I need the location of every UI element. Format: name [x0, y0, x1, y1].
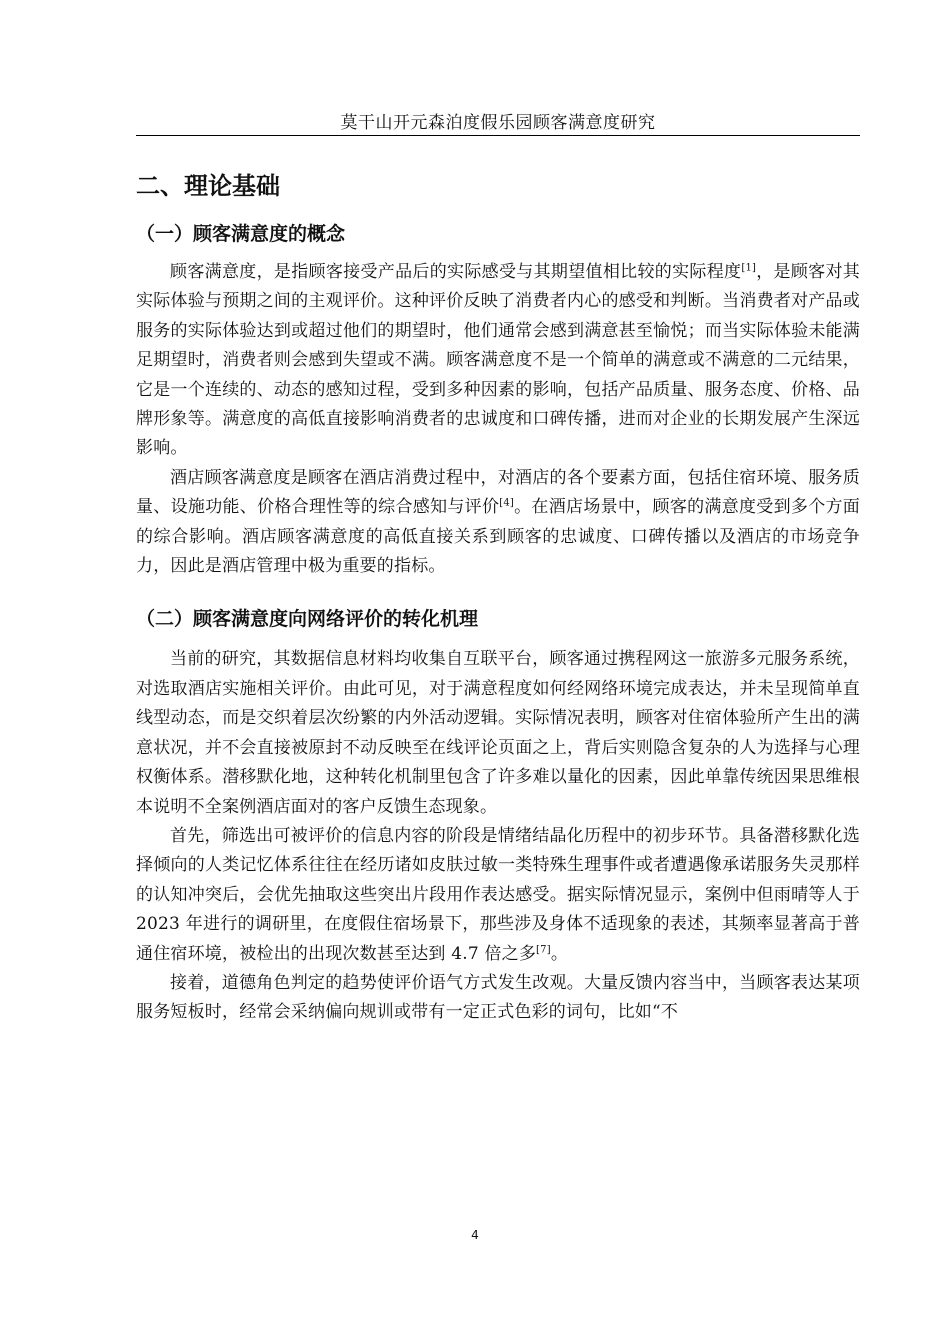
page-content	[136, 168, 860, 1028]
subsection-title-2: （二）顾客满意度向网络评价的转化机理	[136, 608, 479, 631]
paragraph-1-text-b: ，是顾客对其实际体验与预期之间的主观评价。这种评价反映了消费者内心的感受和判断。当消费者对产品或服务的实际体验达到或超过他们的期望时，他们通常会感到满意甚至愉悦；而当实际体验未能满足期望时，消费者则会感到失望或不满。顾客满意度不是一个简单的满意或不满意的二元结果，它是一个连续的、动态的感知过程，受到多种因素的影响，包括产品质量、服务态度、价格、品牌形象等。满意度的高低直接影响消费者的忠诚度和口碑传播，进而对企业的长期发展产生深远影响。	[136, 262, 860, 459]
paragraph-2-text-b: 。在酒店场景中，顾客的满意度受到多个方面的综合影响。酒店顾客满意度的高低直接关系到顾客的忠诚度、口碑传播以及酒店的市场竞争力，因此是酒店管理中极为重要的指标。	[136, 497, 860, 577]
paragraph-2	[136, 464, 860, 582]
paragraph-4-text-b: 。	[550, 943, 569, 964]
citation-ref-4: [4]	[499, 497, 515, 509]
paragraph-1-text-a: 顾客满意度，是指顾客接受产品后的实际感受与其期望值相比较的实际程度	[170, 262, 742, 282]
page-number: 4	[471, 1228, 479, 1242]
paragraph-5: 接着，道德角色判定的趋势使评价语气方式发生改观。大量反馈内容当中，当顾客表达某项服务短板时，经常会采纳偏向规训或带有一定正式色彩的词句，比如“不	[136, 972, 860, 1023]
paragraph-2-text-a: 酒店顾客满意度是顾客在酒店消费过程中，对酒店的各个要素方面，包括住宿环境、服务质量、设施功能、价格合理性等的综合感知与评价	[136, 467, 860, 518]
section-title: 二、理论基础	[136, 172, 280, 200]
paragraph-3: 当前的研究，其数据信息材料均收集自互联平台，顾客通过携程网这一旅游多元服务系统，对选取酒店实施相关评价。由此可见，对于满意程度如何经网络环境完成表达，并未呈现简单直线型动态，而是交织着层次纷繁的内外活动逻辑。实际情况表明，顾客对住宿体验所产生出的满意状况，并不会直接被原封不动反映至在线评论页面之上，背后实则隐含复杂的人为选择与心理权衡体系。潜移默化地，这种转化机制里包含了许多难以量化的因素，因此单靠传统因果思维根本说明不全案例酒店面对的客户反馈生态现象。	[136, 649, 860, 817]
citation-ref-7: [7]	[536, 943, 551, 955]
citation-ref-1: [1]	[741, 262, 757, 274]
header-rule	[136, 135, 860, 136]
subsection-title-1: （一）顾客满意度的概念	[136, 223, 346, 245]
paragraph-1	[136, 258, 860, 464]
paragraph-4-text-a: 首先，筛选出可被评价的信息内容的阶段是情绪结晶化历程中的初步环节。具备潜移默化选择倾向的人类记忆体系往往在经历诸如皮肤过敏一类特殊生理事件或者遭遇像承诺服务失灵那样的认知冲突后，会优先抽取这些突出片段用作表达感受。据实际情况显示，案例中但雨晴等人于 2023 年进行的调研里，在度假住宿场景下，那些涉及身体不适现象的表述，其频率显著高于普通住宿环境，被检出的出现次数甚至达到 4.7 倍之多	[136, 825, 860, 964]
paragraph-4	[136, 822, 860, 969]
running-header: 莫干山开元森泊度假乐园顾客满意度研究	[340, 113, 656, 133]
